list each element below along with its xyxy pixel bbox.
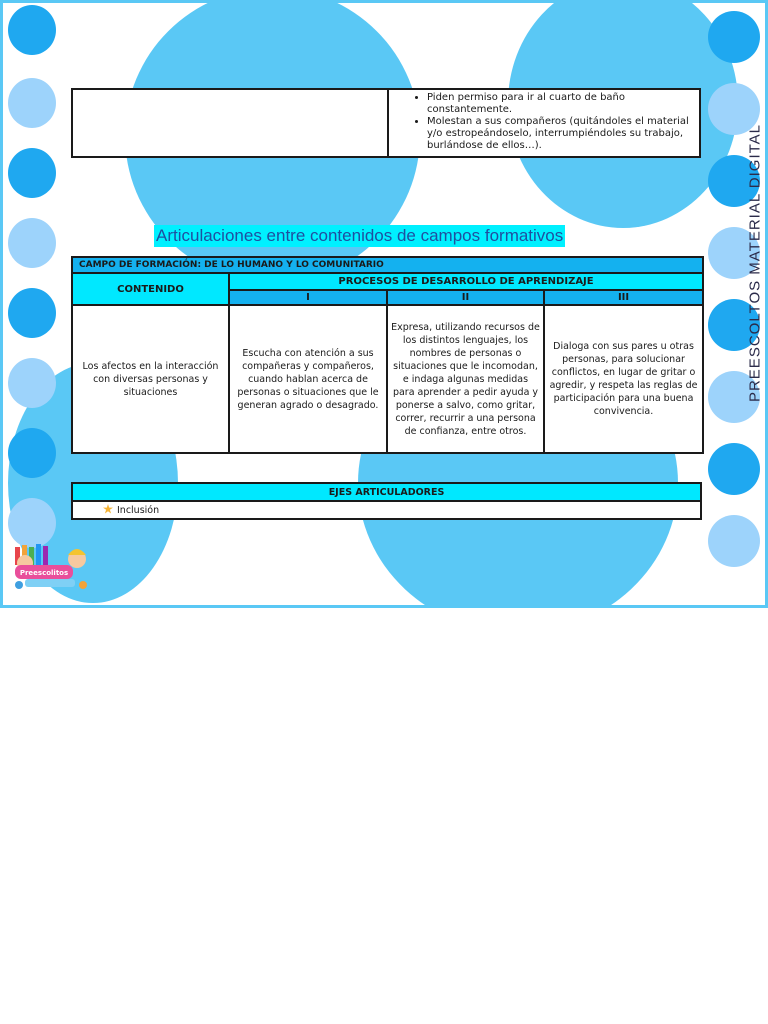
level-ii-cell: Expresa, utilizando recursos de los distintos lenguajes, los nombres de personas o situaciones que le incomodan, e indaga algunas medidas para aprender a pedir ayuda y ponerse a salvo, como gritar, correr, recurrir a una persona de confianza, entre otros. [387, 305, 544, 453]
decorative-dot [8, 288, 56, 338]
level-iii-cell: Dialoga con sus pares u otras personas, para solucionar conflictos, en lugar de gritar o agredir, y respeta las reglas de participación para una buena convivencia. [544, 305, 703, 453]
ejes-table [71, 482, 702, 520]
decorative-dot [708, 515, 760, 567]
behavior-item: • Piden permiso para ir al cuarto de baño constantemente. [427, 92, 693, 116]
ejes-header: EJES ARTICULADORES [72, 483, 701, 501]
decorative-dot [8, 148, 56, 198]
behavior-item: • Molestan a sus compañeros (quitándoles el material y/o estropeándoselo, interrumpiéndoles su trabajo, burlándose de ellos…). [427, 116, 693, 152]
procesos-header: PROCESOS DE DESARROLLO DE APRENDIZAJE [229, 273, 703, 290]
level-i-cell: Escucha con atención a sus compañeras y compañeros, cuando hablan acerca de personas o situaciones que le generan agrado o desagrado. [229, 305, 387, 453]
preescolitos-logo [11, 541, 91, 597]
section-heading: Articulaciones entre contenidos de campos formativos [156, 226, 564, 245]
decorative-dot [708, 11, 760, 63]
behaviors-cell [389, 90, 699, 156]
ejes-item-row [72, 501, 701, 519]
decorative-dot [8, 428, 56, 478]
empty-cell [73, 90, 389, 156]
level-header-ii: II [387, 290, 544, 305]
continued-table-row [71, 88, 701, 158]
decorative-dot [8, 5, 56, 55]
decorative-dot [8, 78, 56, 128]
level-header-iii: III [544, 290, 703, 305]
decorative-dot [708, 443, 760, 495]
contenido-header: CONTENIDO [72, 273, 229, 305]
ejes-item-label: Inclusión [117, 505, 160, 516]
svg-text:Preescolitos: Preescolitos [19, 569, 69, 577]
articulation-table [71, 256, 704, 454]
star-icon [103, 504, 113, 514]
contenido-cell: Los afectos en la interacción con diversas personas y situaciones [72, 305, 229, 453]
behaviors-list [407, 92, 693, 152]
level-header-i: I [229, 290, 387, 305]
campo-formacion-header: CAMPO DE FORMACIÓN: DE LO HUMANO Y LO COMUNITARIO [72, 257, 703, 273]
decorative-dot [8, 218, 56, 268]
decorative-dot [8, 358, 56, 408]
vertical-brand-text: PREESCOLTOS MATERIAL DIGITAL [746, 123, 764, 403]
logo-illustration-icon [11, 541, 91, 597]
